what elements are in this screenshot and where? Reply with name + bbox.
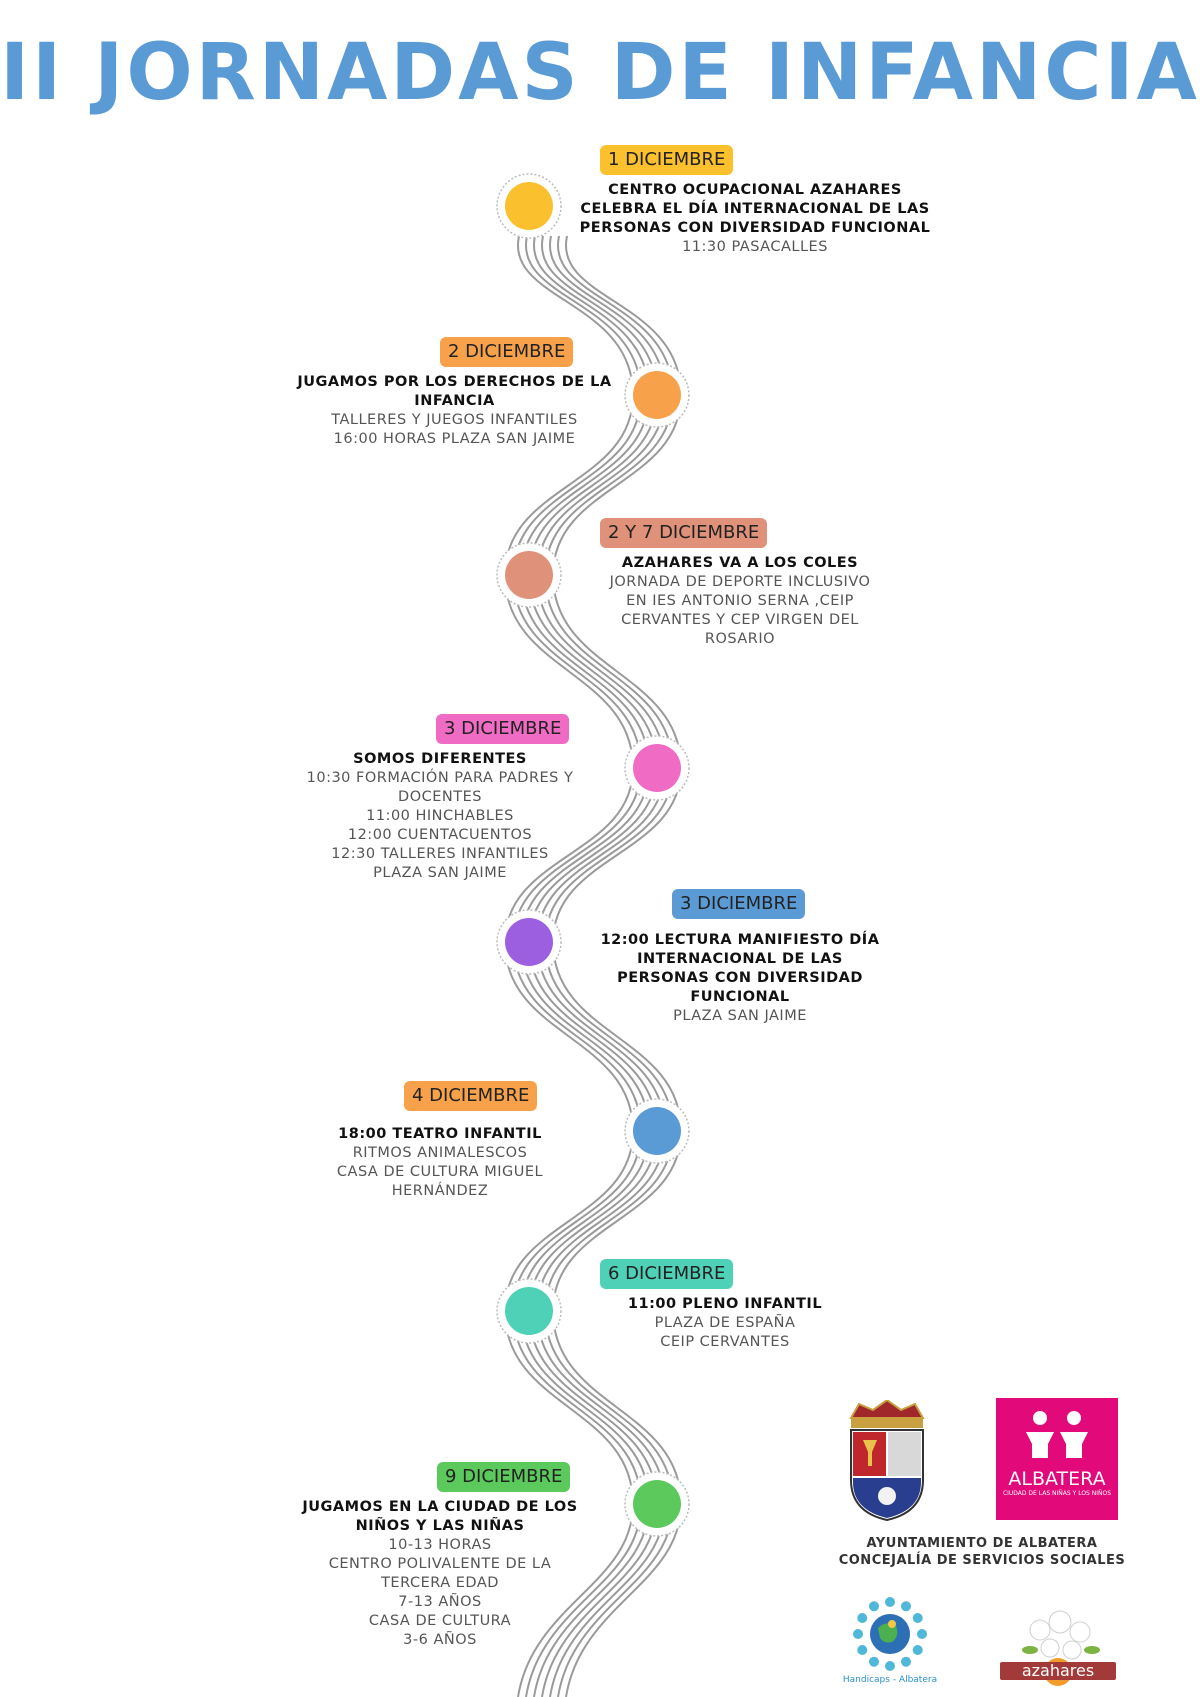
handicaps-ring-figure <box>901 1601 911 1611</box>
albatera-logo-subtext: CIUDAD DE LAS NIÑAS Y LOS NIÑOS <box>1002 1490 1112 1497</box>
date-badge-5: 3 DICIEMBRE <box>672 889 805 919</box>
page-title: II JORNADAS DE INFANCIA <box>0 28 1200 118</box>
handicaps-ring-figure <box>885 1597 895 1607</box>
timeline-dot-2 <box>633 371 681 419</box>
timeline-dot-3 <box>505 551 553 599</box>
timeline-dot-1 <box>505 182 553 230</box>
timeline-dot-5 <box>505 918 553 966</box>
date-badge-3: 2 Y 7 DICIEMBRE <box>600 518 767 548</box>
timeline-dot-7 <box>505 1287 553 1335</box>
albatera-logo-text: ALBATERA <box>1008 1468 1106 1490</box>
timeline-dot-8 <box>633 1480 681 1528</box>
date-badge-8: 9 DICIEMBRE <box>437 1462 570 1492</box>
footer-line-2: CONCEJALÍA DE SERVICIOS SOCIALES <box>838 1553 1126 1568</box>
handicaps-ring-figure <box>869 1657 879 1667</box>
azahares-text: azahares <box>1021 1661 1095 1680</box>
date-badge-6: 4 DICIEMBRE <box>404 1081 537 1111</box>
date-badge-1: 1 DICIEMBRE <box>600 145 733 175</box>
event-5: 12:00 LECTURA MANIFIESTO DÍA INTERNACIONAL DE LAS PERSONAS CON DIVERSIDAD FUNCIONAL PLAZA SAN JAIME <box>600 932 880 1024</box>
children-icon <box>996 1398 1118 1468</box>
azahares-logo <box>1000 1600 1120 1686</box>
event-6: 18:00 TEATRO INFANTIL RITMOS ANIMALESCOS CASA DE CULTURA MIGUEL HERNÁNDEZ <box>336 1126 544 1199</box>
timeline-dot-4 <box>633 744 681 792</box>
albatera-ciudad-ninos-logo <box>996 1398 1118 1520</box>
date-badge-4: 3 DICIEMBRE <box>436 714 569 744</box>
handicaps-ring-figure <box>857 1645 867 1655</box>
date-badge-2: 2 DICIEMBRE <box>440 337 573 367</box>
footer-organizers <box>832 1535 1132 1569</box>
handicaps-ring-figure <box>853 1629 863 1639</box>
event-2: JUGAMOS POR LOS DERECHOS DE LA INFANCIA TALLERES Y JUEGOS INFANTILES 16:00 HORAS PLAZA SAN JAIME <box>297 374 612 447</box>
handicaps-ring-figure <box>901 1657 911 1667</box>
handicaps-ring-figure <box>885 1661 895 1671</box>
handicaps-text: Handicaps - Albatera <box>842 1675 938 1685</box>
event-3: AZAHARES VA A LOS COLES JORNADA DE DEPORTE INCLUSIVO EN IES ANTONIO SERNA ,CEIP CERVANTES Y CEP VIRGEN DEL ROSARIO <box>609 555 871 647</box>
event-1: CENTRO OCUPACIONAL AZAHARES CELEBRA EL DÍA INTERNACIONAL DE LAS PERSONAS CON DIVERSIDAD FUNCIONAL 11:30 PASACALLES <box>579 182 931 255</box>
albatera-coat-of-arms-logo <box>845 1400 929 1522</box>
handicaps-ring-figure <box>857 1613 867 1623</box>
timeline-dot-6 <box>633 1107 681 1155</box>
event-4: SOMOS DIFERENTES 10:30 FORMACIÓN PARA PADRES Y DOCENTES 11:00 HINCHABLES 12:00 CUENTACUENTOS 12:30 TALLERES INFANTILES PLAZA SAN JAIME <box>306 751 574 881</box>
handicaps-albatera-logo <box>842 1590 938 1686</box>
handicaps-ring-figure <box>869 1601 879 1611</box>
footer-line-1: AYUNTAMIENTO DE ALBATERA <box>866 1536 1098 1551</box>
handicaps-ring-figure <box>913 1613 923 1623</box>
handicaps-ring-figure <box>917 1629 927 1639</box>
date-badge-7: 6 DICIEMBRE <box>600 1259 733 1289</box>
handicaps-ring-figure <box>913 1645 923 1655</box>
event-7: 11:00 PLENO INFANTIL PLAZA DE ESPAÑA CEIP CERVANTES <box>627 1296 823 1350</box>
event-8: JUGAMOS EN LA CIUDAD DE LOS NIÑOS Y LAS NIÑAS 10-13 HORAS CENTRO POLIVALENTE DE LA TERCERA EDAD 7-13 AÑOS CASA DE CULTURA 3-6 AÑOS <box>302 1499 578 1648</box>
